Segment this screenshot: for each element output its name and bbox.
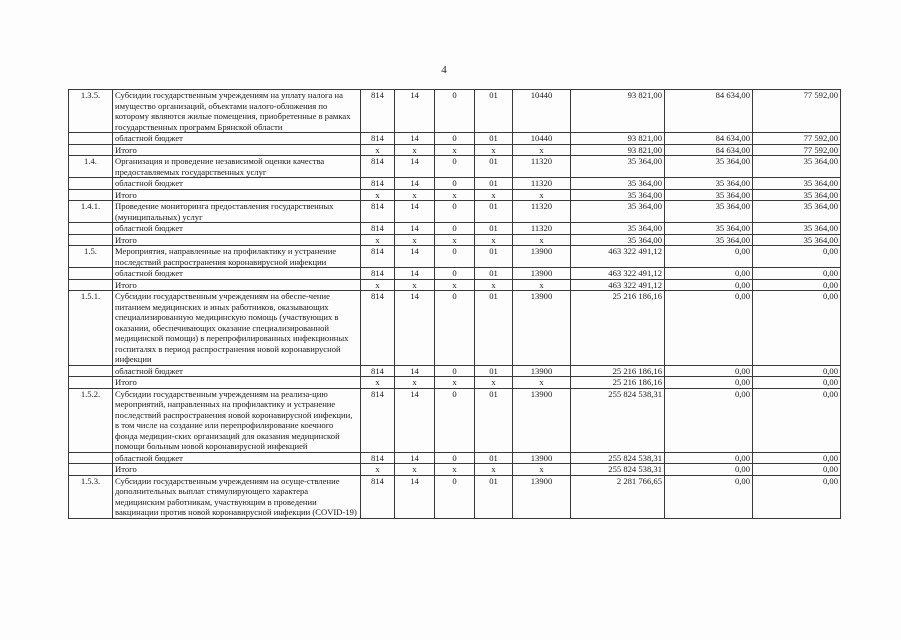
table-row [69, 377, 841, 389]
code-sub-cell: 01 [475, 156, 513, 178]
row-name-cell: Итого [113, 189, 361, 201]
sum-year2-cell: 0,00 [665, 246, 753, 268]
code-section-cell: х [395, 189, 435, 201]
sum-year2-cell: 35 364,00 [665, 189, 753, 201]
table-row [69, 279, 841, 291]
code-gr-cell: 814 [361, 268, 395, 280]
sum-year3-cell: 35 364,00 [753, 234, 841, 246]
row-name-cell: областной бюджет [113, 133, 361, 145]
code-sub-cell: 01 [475, 201, 513, 223]
code-program-cell: 0 [435, 246, 475, 268]
sum-year3-cell: 0,00 [753, 279, 841, 291]
row-number-cell [69, 133, 113, 145]
sum-year1-cell: 35 364,00 [571, 189, 665, 201]
row-name-cell: Субсидии государственным учреждениям на обеспе-чение питанием медицинских и иных работников, оказывающих специализированную медицинскую помощь (участвующих в оказании, обеспечивающих оказание специализированной медицинской помощи) в перепрофилированных инфекционных госпиталях в период распространения новой коронавирусной инфекции [113, 291, 361, 366]
code-gr-cell: 814 [361, 246, 395, 268]
code-section-cell: 14 [395, 388, 435, 452]
sum-year2-cell: 84 634,00 [665, 144, 753, 156]
table-row [69, 291, 841, 366]
row-number-cell [69, 234, 113, 246]
sum-year3-cell: 0,00 [753, 291, 841, 366]
sum-year2-cell: 0,00 [665, 291, 753, 366]
code-gr-cell: 814 [361, 365, 395, 377]
code-direction-cell: 13900 [513, 475, 571, 518]
sum-year1-cell: 463 322 491,12 [571, 246, 665, 268]
code-program-cell: 0 [435, 268, 475, 280]
code-gr-cell: 814 [361, 388, 395, 452]
code-direction-cell: х [513, 377, 571, 389]
code-section-cell: 14 [395, 452, 435, 464]
sum-year2-cell: 35 364,00 [665, 234, 753, 246]
sum-year2-cell: 0,00 [665, 388, 753, 452]
row-number-cell [69, 189, 113, 201]
table-row [69, 268, 841, 280]
row-number-cell [69, 279, 113, 291]
code-program-cell: 0 [435, 452, 475, 464]
code-program-cell: 0 [435, 475, 475, 518]
code-sub-cell: 01 [475, 291, 513, 366]
row-number-cell: 1.5.1. [69, 291, 113, 366]
sum-year1-cell: 25 216 186,16 [571, 377, 665, 389]
code-program-cell: 0 [435, 388, 475, 452]
code-sub-cell: 01 [475, 223, 513, 235]
sum-year3-cell: 77 592,00 [753, 90, 841, 133]
sum-year1-cell: 2 281 766,65 [571, 475, 665, 518]
code-section-cell: 14 [395, 475, 435, 518]
code-gr-cell: 814 [361, 178, 395, 190]
row-name-cell: Мероприятия, направленные на профилактику и устранение последствий распространения коронавирусной инфекции [113, 246, 361, 268]
table-row [69, 201, 841, 223]
row-name-cell: областной бюджет [113, 223, 361, 235]
table-row [69, 452, 841, 464]
code-direction-cell: 13900 [513, 291, 571, 366]
table-row [69, 156, 841, 178]
row-number-cell [69, 268, 113, 280]
code-sub-cell: 01 [475, 452, 513, 464]
code-section-cell: 14 [395, 156, 435, 178]
table-row [69, 246, 841, 268]
code-section-cell: 14 [395, 201, 435, 223]
row-name-cell: Организация и проведение независимой оценки качества предоставляемых государственных услуг [113, 156, 361, 178]
code-program-cell: х [435, 279, 475, 291]
sum-year2-cell: 35 364,00 [665, 178, 753, 190]
code-section-cell: 14 [395, 365, 435, 377]
sum-year3-cell: 35 364,00 [753, 189, 841, 201]
code-section-cell: 14 [395, 246, 435, 268]
sum-year2-cell: 0,00 [665, 475, 753, 518]
code-direction-cell: х [513, 144, 571, 156]
code-direction-cell: 13900 [513, 268, 571, 280]
code-sub-cell: х [475, 234, 513, 246]
table-row [69, 144, 841, 156]
row-number-cell: 1.5.3. [69, 475, 113, 518]
code-sub-cell: 01 [475, 246, 513, 268]
code-direction-cell: 11320 [513, 178, 571, 190]
row-name-cell: областной бюджет [113, 365, 361, 377]
code-gr-cell: 814 [361, 201, 395, 223]
table-row [69, 90, 841, 133]
row-name-cell: Субсидии государственным учреждениям на реализа-цию мероприятий, направленных на профилактику и устранение последствий распространения новой коронавирусной инфекции, в том числе на создание или перепрофилирование коечного фонда медицин-ских организаций для оказания медицинской помощи больным новой коронавирусной инфекцией [113, 388, 361, 452]
page-number: 4 [441, 64, 447, 76]
code-gr-cell: х [361, 144, 395, 156]
sum-year2-cell: 35 364,00 [665, 156, 753, 178]
sum-year3-cell: 0,00 [753, 452, 841, 464]
code-program-cell: 0 [435, 156, 475, 178]
code-direction-cell: 13900 [513, 388, 571, 452]
sum-year2-cell: 0,00 [665, 365, 753, 377]
row-number-cell [69, 464, 113, 476]
code-gr-cell: 814 [361, 156, 395, 178]
row-name-cell: Субсидии государственным учреждениям на осуще-ствление дополнительных выплат стимулирующего характера медицинским работникам, участвующим в проведении вакцинации против новой коронавирусной инфекции (COVID-19) [113, 475, 361, 518]
row-name-cell: Итого [113, 464, 361, 476]
code-program-cell: 0 [435, 291, 475, 366]
row-name-cell: Итого [113, 234, 361, 246]
sum-year1-cell: 35 364,00 [571, 156, 665, 178]
code-sub-cell: 01 [475, 388, 513, 452]
code-sub-cell: 01 [475, 133, 513, 145]
row-number-cell: 1.5. [69, 246, 113, 268]
table-row [69, 223, 841, 235]
sum-year1-cell: 25 216 186,16 [571, 365, 665, 377]
sum-year2-cell: 84 634,00 [665, 133, 753, 145]
code-program-cell: х [435, 144, 475, 156]
code-gr-cell: х [361, 279, 395, 291]
table-row [69, 189, 841, 201]
row-name-cell: областной бюджет [113, 452, 361, 464]
sum-year3-cell: 0,00 [753, 246, 841, 268]
table-row [69, 133, 841, 145]
table-row [69, 178, 841, 190]
sum-year1-cell: 93 821,00 [571, 133, 665, 145]
code-section-cell: х [395, 144, 435, 156]
row-name-cell: Итого [113, 144, 361, 156]
code-program-cell: 0 [435, 178, 475, 190]
code-gr-cell: 814 [361, 452, 395, 464]
code-program-cell: 0 [435, 133, 475, 145]
code-sub-cell: 01 [475, 365, 513, 377]
sum-year1-cell: 463 322 491,12 [571, 268, 665, 280]
code-gr-cell: х [361, 234, 395, 246]
code-program-cell: х [435, 234, 475, 246]
code-section-cell: 14 [395, 268, 435, 280]
code-direction-cell: х [513, 464, 571, 476]
sum-year1-cell: 255 824 538,31 [571, 388, 665, 452]
code-sub-cell: х [475, 464, 513, 476]
row-number-cell [69, 365, 113, 377]
table-row [69, 234, 841, 246]
sum-year2-cell: 0,00 [665, 452, 753, 464]
row-name-cell: Проведение мониторинга предоставления государственных (муниципальных) услуг [113, 201, 361, 223]
code-sub-cell: х [475, 377, 513, 389]
code-sub-cell: х [475, 189, 513, 201]
sum-year2-cell: 0,00 [665, 279, 753, 291]
code-gr-cell: 814 [361, 133, 395, 145]
code-sub-cell: 01 [475, 178, 513, 190]
code-program-cell: х [435, 189, 475, 201]
code-direction-cell: 11320 [513, 223, 571, 235]
table-row [69, 464, 841, 476]
code-section-cell: 14 [395, 291, 435, 366]
sum-year2-cell: 0,00 [665, 464, 753, 476]
row-number-cell [69, 452, 113, 464]
sum-year1-cell: 35 364,00 [571, 201, 665, 223]
sum-year1-cell: 35 364,00 [571, 178, 665, 190]
sum-year1-cell: 255 824 538,31 [571, 464, 665, 476]
sum-year3-cell: 35 364,00 [753, 223, 841, 235]
table-row [69, 365, 841, 377]
code-direction-cell: 13900 [513, 452, 571, 464]
code-gr-cell: 814 [361, 291, 395, 366]
code-gr-cell: х [361, 377, 395, 389]
code-direction-cell: х [513, 279, 571, 291]
code-sub-cell: 01 [475, 90, 513, 133]
code-direction-cell: х [513, 234, 571, 246]
code-program-cell: 0 [435, 223, 475, 235]
sum-year3-cell: 0,00 [753, 268, 841, 280]
table-row [69, 388, 841, 452]
sum-year3-cell: 35 364,00 [753, 156, 841, 178]
code-section-cell: х [395, 279, 435, 291]
budget-table [68, 89, 841, 519]
sum-year1-cell: 93 821,00 [571, 144, 665, 156]
row-name-cell: Итого [113, 279, 361, 291]
code-program-cell: 0 [435, 365, 475, 377]
table-body [69, 90, 841, 519]
code-program-cell: 0 [435, 90, 475, 133]
sum-year1-cell: 463 322 491,12 [571, 279, 665, 291]
sum-year3-cell: 0,00 [753, 365, 841, 377]
row-number-cell: 1.4. [69, 156, 113, 178]
code-direction-cell: х [513, 189, 571, 201]
code-gr-cell: х [361, 464, 395, 476]
sum-year2-cell: 35 364,00 [665, 201, 753, 223]
code-gr-cell: 814 [361, 90, 395, 133]
sum-year1-cell: 93 821,00 [571, 90, 665, 133]
row-name-cell: Итого [113, 377, 361, 389]
code-sub-cell: 01 [475, 475, 513, 518]
sum-year1-cell: 255 824 538,31 [571, 452, 665, 464]
sum-year3-cell: 0,00 [753, 464, 841, 476]
code-gr-cell: х [361, 189, 395, 201]
code-program-cell: х [435, 377, 475, 389]
code-program-cell: 0 [435, 201, 475, 223]
sum-year2-cell: 84 634,00 [665, 90, 753, 133]
sum-year2-cell: 35 364,00 [665, 223, 753, 235]
code-sub-cell: 01 [475, 268, 513, 280]
row-number-cell [69, 178, 113, 190]
code-direction-cell: 13900 [513, 365, 571, 377]
sum-year3-cell: 0,00 [753, 388, 841, 452]
code-sub-cell: х [475, 279, 513, 291]
row-number-cell [69, 223, 113, 235]
row-number-cell: 1.4.1. [69, 201, 113, 223]
code-section-cell: 14 [395, 178, 435, 190]
sum-year3-cell: 77 592,00 [753, 133, 841, 145]
code-section-cell: 14 [395, 223, 435, 235]
code-sub-cell: х [475, 144, 513, 156]
table-row [69, 475, 841, 518]
code-section-cell: х [395, 377, 435, 389]
row-number-cell [69, 144, 113, 156]
sum-year3-cell: 0,00 [753, 377, 841, 389]
row-number-cell: 1.3.5. [69, 90, 113, 133]
code-direction-cell: 11320 [513, 156, 571, 178]
sum-year1-cell: 25 216 186,16 [571, 291, 665, 366]
code-direction-cell: 10440 [513, 90, 571, 133]
code-section-cell: 14 [395, 90, 435, 133]
sum-year1-cell: 35 364,00 [571, 223, 665, 235]
sum-year3-cell: 0,00 [753, 475, 841, 518]
sum-year3-cell: 35 364,00 [753, 201, 841, 223]
code-direction-cell: 13900 [513, 246, 571, 268]
code-section-cell: 14 [395, 133, 435, 145]
sum-year2-cell: 0,00 [665, 377, 753, 389]
code-direction-cell: 11320 [513, 201, 571, 223]
row-name-cell: Субсидии государственным учреждениям на уплату налога на имущество организаций, объектами налого-обложения по которому являются жилые помещения, приобретенные в рамках государственных программ Брянской области [113, 90, 361, 133]
code-direction-cell: 10440 [513, 133, 571, 145]
sum-year3-cell: 77 592,00 [753, 144, 841, 156]
code-section-cell: х [395, 234, 435, 246]
row-name-cell: областной бюджет [113, 178, 361, 190]
row-number-cell: 1.5.2. [69, 388, 113, 452]
code-program-cell: х [435, 464, 475, 476]
sum-year3-cell: 35 364,00 [753, 178, 841, 190]
sum-year2-cell: 0,00 [665, 268, 753, 280]
row-number-cell [69, 377, 113, 389]
code-section-cell: х [395, 464, 435, 476]
row-name-cell: областной бюджет [113, 268, 361, 280]
code-gr-cell: 814 [361, 475, 395, 518]
code-gr-cell: 814 [361, 223, 395, 235]
sum-year1-cell: 35 364,00 [571, 234, 665, 246]
